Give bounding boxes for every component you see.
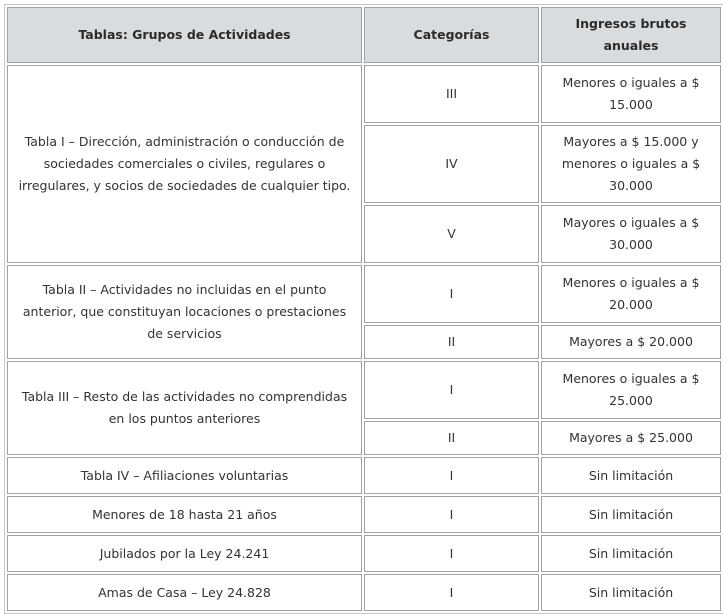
income-cell: Menores o iguales a $ 15.000	[541, 65, 721, 123]
table-row	[7, 535, 721, 572]
income-cell: Menores o iguales a $ 20.000	[541, 265, 721, 323]
category-cell: I	[364, 535, 539, 572]
category-cell: I	[364, 574, 539, 611]
category-cell: I	[364, 361, 539, 419]
table-container	[4, 4, 723, 614]
group-name-jubilados: Jubilados por la Ley 24.241	[7, 535, 362, 572]
table-row	[7, 574, 721, 611]
group-name-tabla-2: Tabla II – Actividades no incluidas en el punto anterior, que constituyan locaciones o prestaciones de servicios	[7, 265, 362, 359]
header-groups: Tablas: Grupos de Actividades	[7, 7, 362, 63]
activities-table	[4, 4, 723, 614]
group-name-tabla-4: Tabla IV – Afiliaciones voluntarias	[7, 457, 362, 494]
group-name-menores: Menores de 18 hasta 21 años	[7, 496, 362, 533]
table-row	[7, 496, 721, 533]
table-row	[7, 361, 721, 419]
income-cell: Sin limitación	[541, 496, 721, 533]
header-row	[7, 7, 721, 63]
income-cell: Sin limitación	[541, 457, 721, 494]
category-cell: I	[364, 496, 539, 533]
table-row	[7, 265, 721, 323]
income-cell: Menores o iguales a $ 25.000	[541, 361, 721, 419]
income-cell: Mayores a $ 20.000	[541, 325, 721, 359]
header-categories: Categorías	[364, 7, 539, 63]
table-row	[7, 65, 721, 123]
category-cell: IV	[364, 125, 539, 203]
category-cell: I	[364, 457, 539, 494]
category-cell: V	[364, 205, 539, 263]
category-cell: I	[364, 265, 539, 323]
income-cell: Mayores o iguales a $ 30.000	[541, 205, 721, 263]
header-income: Ingresos brutos anuales	[541, 7, 721, 63]
table-row	[7, 457, 721, 494]
category-cell: II	[364, 325, 539, 359]
category-cell: II	[364, 421, 539, 455]
group-name-tabla-3: Tabla III – Resto de las actividades no comprendidas en los puntos anteriores	[7, 361, 362, 455]
group-name-tabla-1: Tabla I – Dirección, administración o conducción de sociedades comerciales o civiles, regulares o irregulares, y socios de sociedades de cualquier tipo.	[7, 65, 362, 263]
income-cell: Mayores a $ 15.000 y menores o iguales a $ 30.000	[541, 125, 721, 203]
income-cell: Sin limitación	[541, 535, 721, 572]
income-cell: Sin limitación	[541, 574, 721, 611]
income-cell: Mayores a $ 25.000	[541, 421, 721, 455]
group-name-amas-de-casa: Amas de Casa – Ley 24.828	[7, 574, 362, 611]
category-cell: III	[364, 65, 539, 123]
